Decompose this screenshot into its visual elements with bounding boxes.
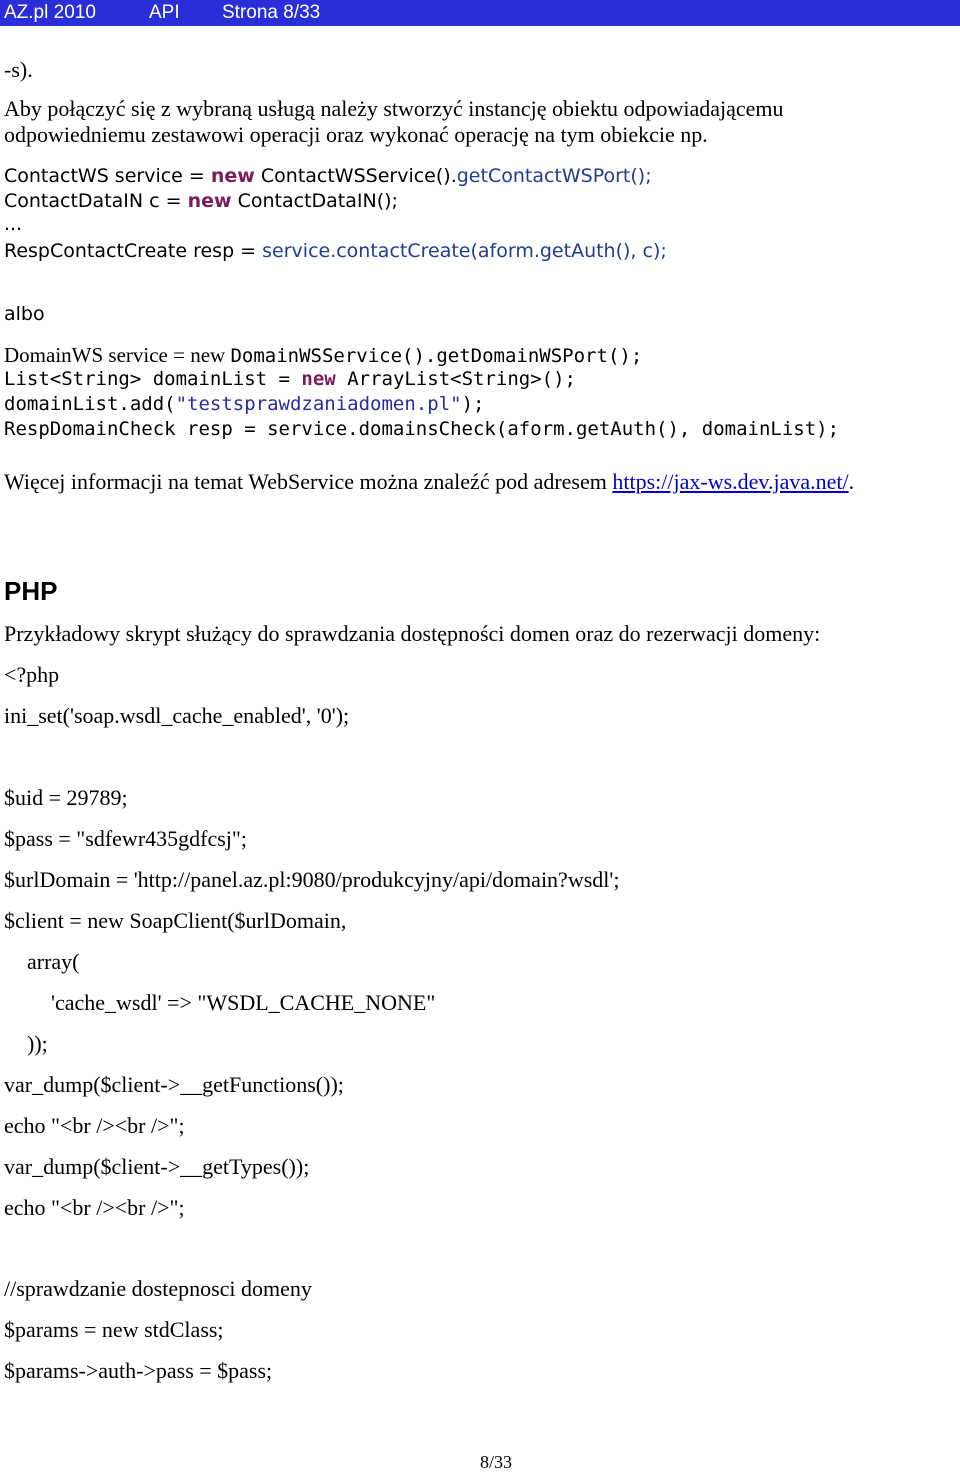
php-comment: //sprawdzanie dostepnosci domeny bbox=[4, 1276, 312, 1301]
albo-label: albo bbox=[4, 303, 45, 325]
code-line: ... bbox=[4, 213, 23, 235]
php-line: <?php bbox=[4, 662, 60, 687]
php-line: 'cache_wsdl' => "WSDL_CACHE_NONE" bbox=[51, 990, 436, 1015]
php-line: echo "<br /><br />"; bbox=[4, 1113, 185, 1138]
header-section: API bbox=[149, 2, 180, 23]
php-line: $params->auth->pass = $pass; bbox=[4, 1358, 273, 1383]
php-heading: PHP bbox=[4, 576, 58, 606]
php-intro: Przykładowy skrypt służący do sprawdzania dostępności domen oraz do rezerwacji domeny: bbox=[4, 621, 821, 646]
header-page: Strona 8/33 bbox=[222, 2, 321, 23]
code-line: RespDomainCheck resp = service.domainsCheck(aform.getAuth(), domainList); bbox=[4, 418, 840, 440]
page-header-bar bbox=[0, 0, 960, 26]
text-line: -s). bbox=[4, 57, 33, 82]
text-line: Aby połączyć się z wybraną usługą należy stworzyć instancję obiektu odpowiadającemu bbox=[4, 96, 784, 121]
code-line: DomainWS service = new DomainWSService().getDomainWSPort(); bbox=[4, 343, 643, 367]
jax-ws-link[interactable]: https://jax-ws.dev.java.net/ bbox=[612, 469, 849, 494]
php-line: $pass = "sdfewr435gdfcsj"; bbox=[4, 826, 247, 851]
more-info-line: Więcej informacji na temat WebService można znaleźć pod adresem https://jax-ws.dev.java.net/. bbox=[4, 469, 855, 494]
code-line: domainList.add("testsprawdzaniadomen.pl"); bbox=[4, 393, 485, 415]
php-line: array( bbox=[27, 949, 80, 974]
php-line: var_dump($client->__getFunctions()); bbox=[4, 1072, 344, 1097]
php-line: $uid = 29789; bbox=[4, 785, 128, 810]
php-line: )); bbox=[27, 1031, 48, 1056]
php-line: $urlDomain = 'http://panel.az.pl:9080/produkcyjny/api/domain?wsdl'; bbox=[4, 867, 620, 892]
php-line: echo "<br /><br />"; bbox=[4, 1195, 185, 1220]
code-line: RespContactCreate resp = service.contactCreate(aform.getAuth(), c); bbox=[4, 240, 667, 262]
php-line: ini_set('soap.wsdl_cache_enabled', '0'); bbox=[4, 703, 350, 728]
php-line: $params = new stdClass; bbox=[4, 1317, 224, 1342]
php-line: $client = new SoapClient($urlDomain, bbox=[4, 908, 347, 933]
text-line: odpowiedniemu zestawowi operacji oraz wykonać operację na tym obiekcie np. bbox=[4, 122, 708, 147]
php-line: var_dump($client->__getTypes()); bbox=[4, 1154, 310, 1179]
code-line: ContactWS service = new ContactWSService().getContactWSPort(); bbox=[4, 165, 652, 187]
header-site: AZ.pl 2010 bbox=[4, 2, 96, 23]
code-line: ContactDataIN c = new ContactDataIN(); bbox=[4, 190, 398, 212]
page-number: 8/33 bbox=[480, 1452, 513, 1472]
code-line: List<String> domainList = new ArrayList<String>(); bbox=[4, 368, 576, 390]
